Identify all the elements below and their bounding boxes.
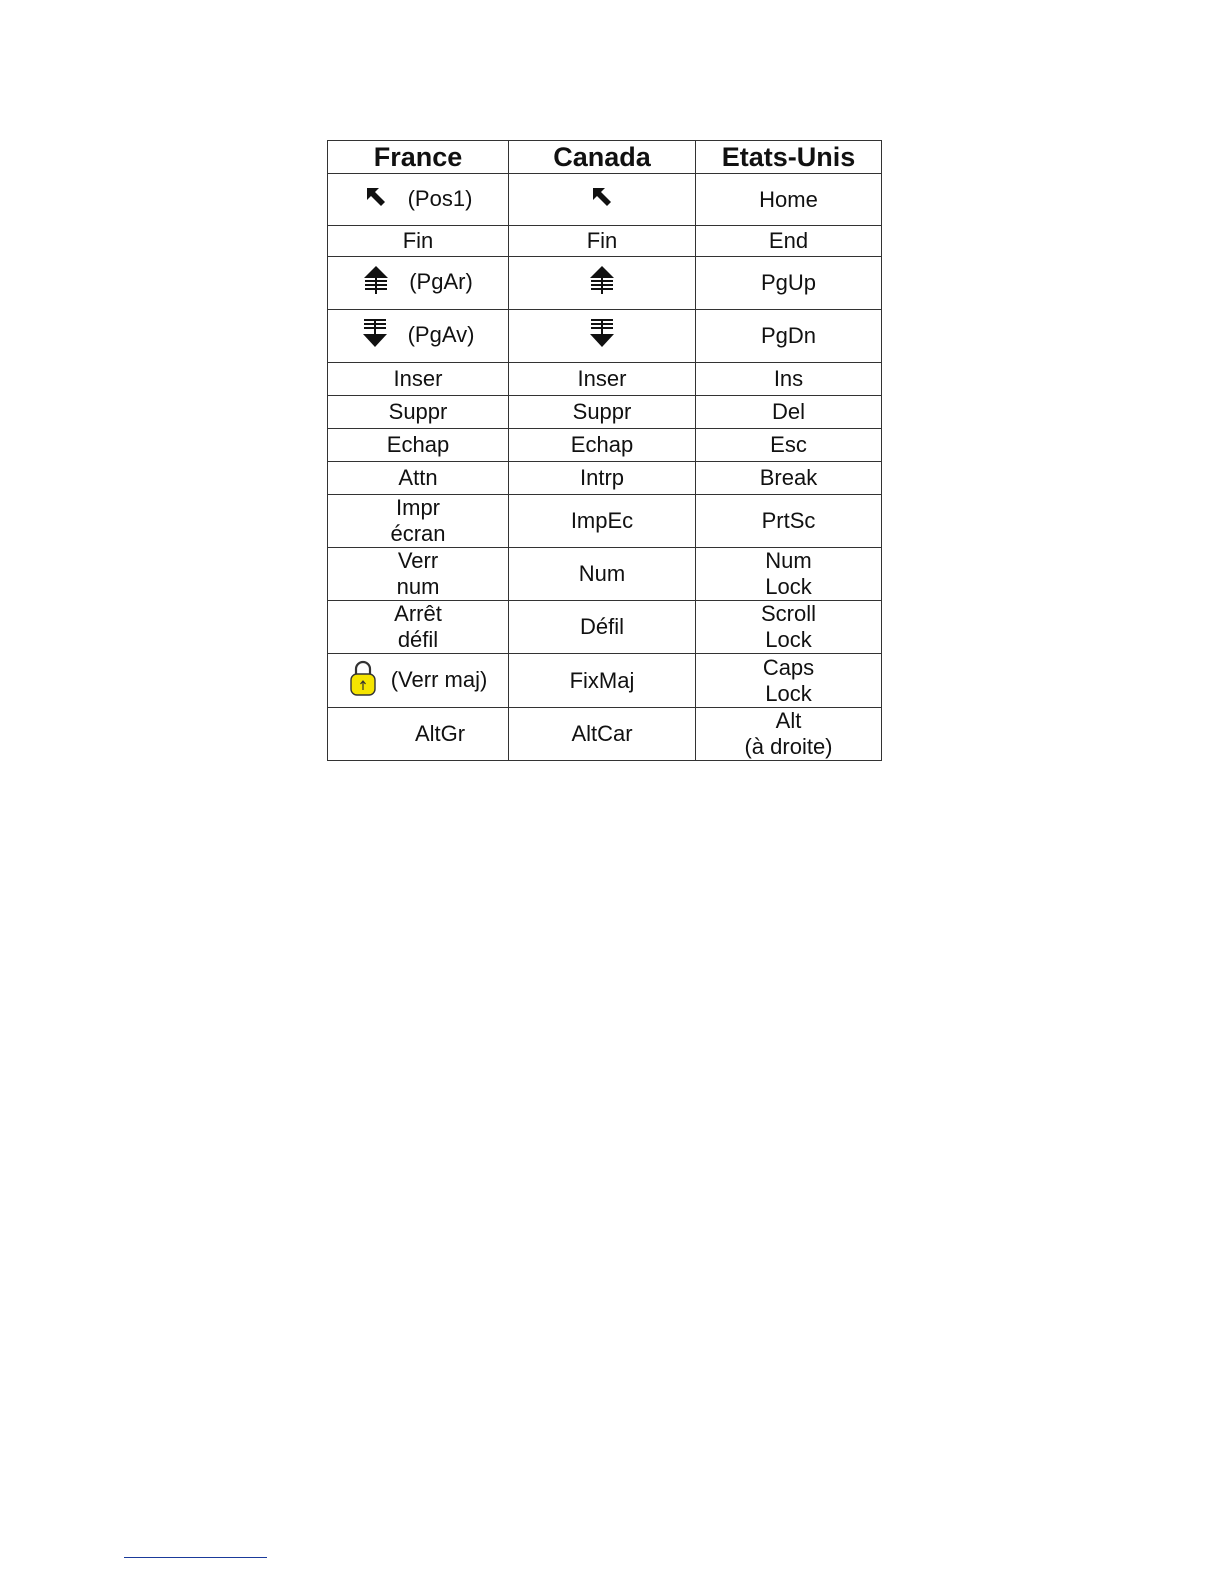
- cell-etats-unis: Home: [696, 174, 882, 226]
- page-down-icon: [362, 318, 388, 354]
- table-row: [328, 363, 882, 396]
- cell-canada: Suppr: [509, 396, 696, 429]
- padlock-icon: [349, 659, 377, 703]
- cell-etats-unis: Alt (à droite): [696, 708, 882, 761]
- cell-france: Fin: [328, 226, 509, 257]
- cell-canada: [509, 174, 696, 226]
- table-row: [328, 396, 882, 429]
- table-row: [328, 310, 882, 363]
- header-etats-unis: Etats-Unis: [696, 141, 882, 174]
- cell-etats-unis: PrtSc: [696, 495, 882, 548]
- home-arrow-icon: [590, 185, 614, 215]
- header-france: France: [328, 141, 509, 174]
- table-row: [328, 495, 882, 548]
- header-row: [328, 141, 882, 174]
- table-row: [328, 654, 882, 708]
- cell-canada: FixMaj: [509, 654, 696, 708]
- table-row: [328, 226, 882, 257]
- cell-canada: AltCar: [509, 708, 696, 761]
- table-row: [328, 462, 882, 495]
- cell-canada: Echap: [509, 429, 696, 462]
- cell-etats-unis: Break: [696, 462, 882, 495]
- page-down-icon: [589, 318, 615, 354]
- cell-canada: Intrp: [509, 462, 696, 495]
- cell-canada: [509, 310, 696, 363]
- cell-etats-unis: Caps Lock: [696, 654, 882, 708]
- cell-france: Attn: [328, 462, 509, 495]
- cell-france: (PgAv): [328, 310, 509, 363]
- cell-france: Impr écran: [328, 495, 509, 548]
- cell-france: Suppr: [328, 396, 509, 429]
- cell-etats-unis: Num Lock: [696, 548, 882, 601]
- cell-canada: [509, 257, 696, 310]
- cell-canada: Num: [509, 548, 696, 601]
- cell-canada: Défil: [509, 601, 696, 654]
- cell-etats-unis: Esc: [696, 429, 882, 462]
- cell-etats-unis: PgUp: [696, 257, 882, 310]
- cell-etats-unis: Del: [696, 396, 882, 429]
- cell-france: (Pos1): [328, 174, 509, 226]
- cell-etats-unis: Ins: [696, 363, 882, 396]
- cell-france: AltGr: [328, 708, 509, 761]
- table-row: [328, 548, 882, 601]
- home-arrow-icon: [364, 185, 388, 215]
- key-equivalence-table: [327, 140, 882, 761]
- footnote-rule: [124, 1557, 267, 1558]
- cell-france: Echap: [328, 429, 509, 462]
- table-row: [328, 174, 882, 226]
- cell-france: Verr num: [328, 548, 509, 601]
- header-canada: Canada: [509, 141, 696, 174]
- cell-canada: Fin: [509, 226, 696, 257]
- cell-france: Inser: [328, 363, 509, 396]
- table-row: [328, 257, 882, 310]
- cell-france: (Verr maj): [328, 654, 509, 708]
- cell-france: (PgAr): [328, 257, 509, 310]
- page-up-icon: [589, 265, 615, 301]
- page-up-icon: [363, 265, 389, 301]
- cell-canada: Inser: [509, 363, 696, 396]
- cell-etats-unis: End: [696, 226, 882, 257]
- table-row: [328, 429, 882, 462]
- cell-canada: ImpEc: [509, 495, 696, 548]
- cell-etats-unis: Scroll Lock: [696, 601, 882, 654]
- cell-etats-unis: PgDn: [696, 310, 882, 363]
- cell-france: Arrêt défil: [328, 601, 509, 654]
- table-row: [328, 601, 882, 654]
- table-row: [328, 708, 882, 761]
